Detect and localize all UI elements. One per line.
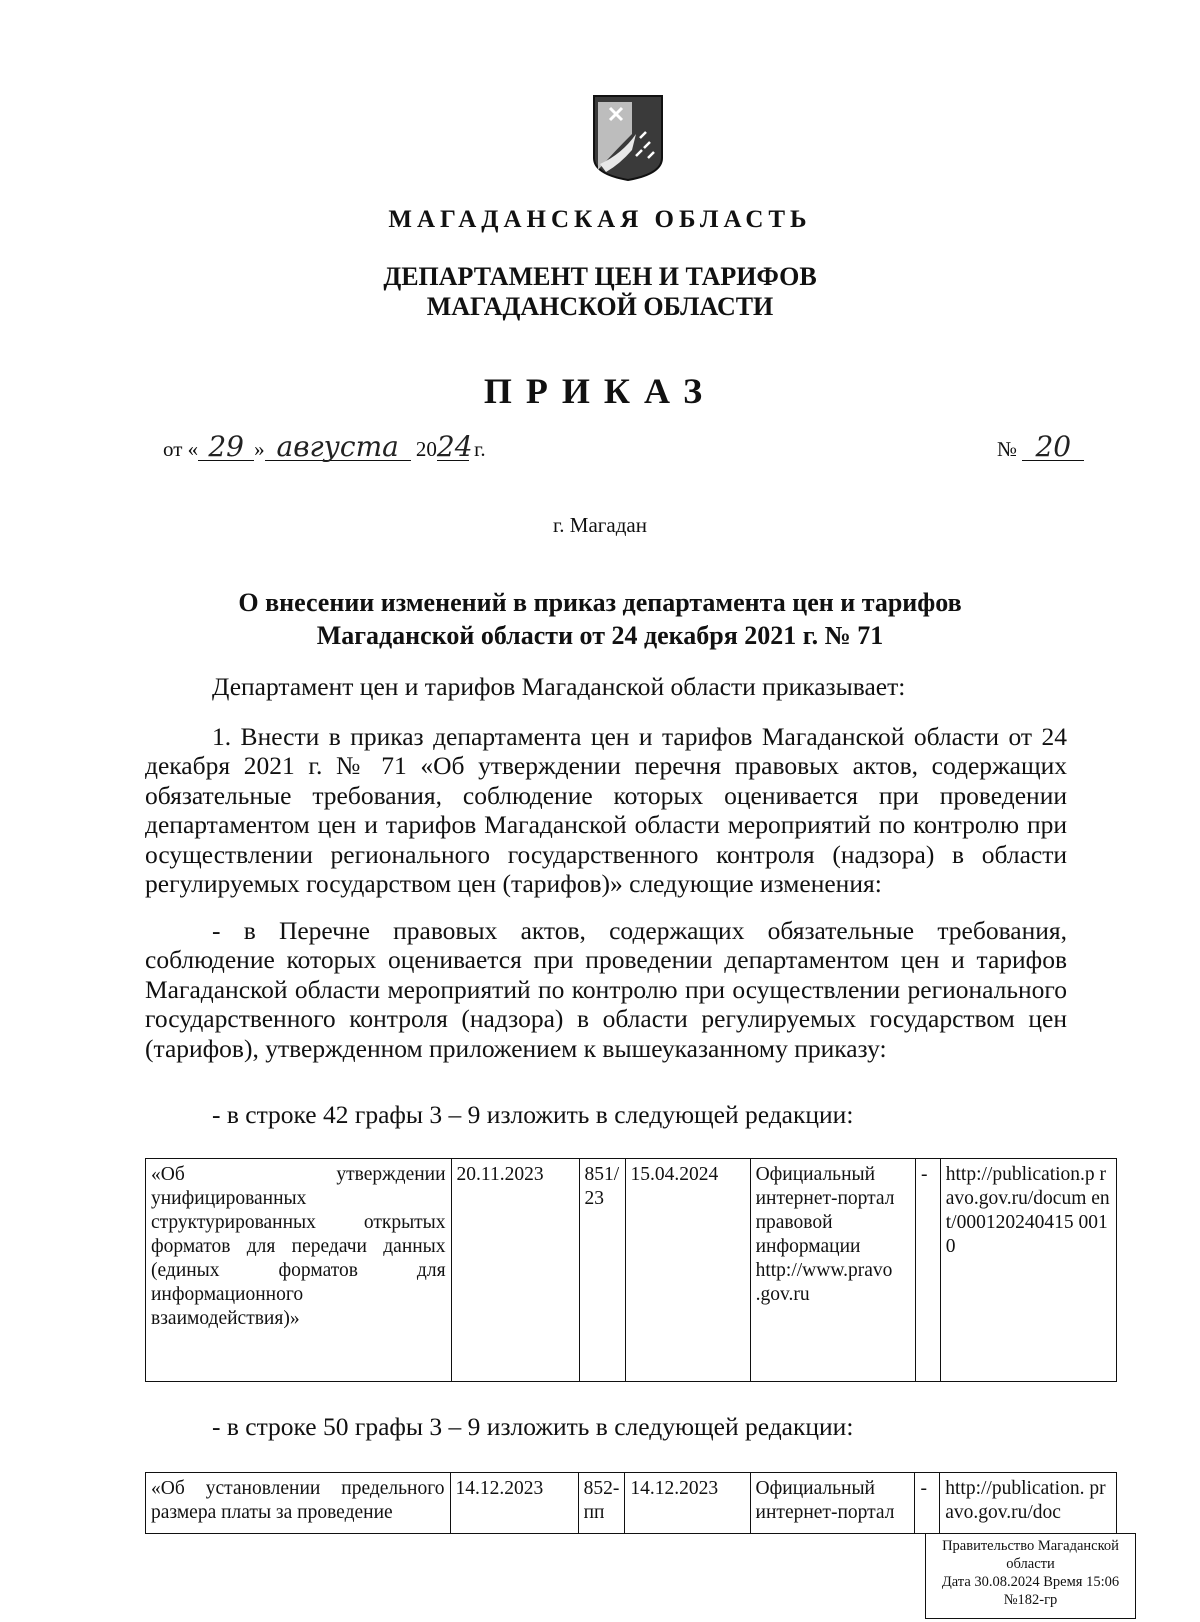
stamp-line-1: Правительство Магаданской: [942, 1538, 1119, 1554]
stamp-line-3: Дата 30.08.2024 Время 15:06: [941, 1574, 1120, 1590]
number-label: №: [997, 437, 1018, 461]
table-row: [146, 1473, 1117, 1534]
date-prefix: от «: [163, 437, 199, 461]
department-line-1: ДЕПАРТАМЕНТ ЦЕН И ТАРИФОВ: [383, 262, 817, 291]
stamp-line-2: области: [1006, 1556, 1055, 1572]
order-subject: [0, 586, 1200, 652]
city: г. Магадан: [553, 513, 647, 537]
table-row-42: [145, 1158, 1117, 1382]
table-row-50: [145, 1472, 1117, 1534]
cell-link: http://publication. pravo.gov.ru/doc: [940, 1473, 1117, 1534]
coat-of-arms-emblem: [592, 94, 664, 182]
cell-source: Официальный интернет-портал правовой информации http://www.pravo .gov.ru: [750, 1159, 915, 1382]
subject-line-1: О внесении изменений в приказ департамента цен и тарифов: [238, 588, 962, 617]
department-title: [0, 262, 1200, 322]
cell-edition-date: 15.04.2024: [625, 1159, 750, 1382]
cell-dash: -: [915, 1473, 940, 1534]
date-line: [163, 430, 486, 463]
date-year-suffix: 24: [436, 430, 473, 463]
paragraph-2: - в Перечне правовых актов, содержащих обязательные требования, соблюдение которых оценивается при проведении департаментом цен и тарифов Магаданской области мероприятий по контролю при осуществлении регионального государственного контроля (надзора) в области регулируемых государством цен (тарифов), утвержденном приложением к вышеуказанному приказу:: [145, 916, 1067, 1063]
table-row: [146, 1159, 1117, 1382]
cell-title: «Об утверждении унифицированных структурированных открытых форматов для передачи данных (единых форматов для информационного взаимодействия)»: [146, 1159, 452, 1382]
cell-edition-date: 14.12.2023: [625, 1473, 750, 1534]
document-type: ПРИКАЗ: [483, 371, 717, 411]
date-mid: »: [254, 437, 265, 461]
row-42-intro: - в строке 42 графы 3 – 9 изложить в следующей редакции:: [212, 1100, 854, 1129]
date-suffix: г.: [474, 437, 486, 461]
registration-stamp: [925, 1533, 1136, 1619]
order-number: 20: [1022, 434, 1084, 461]
subject-line-2: Магаданской области от 24 декабря 2021 г. № 71: [316, 621, 884, 650]
date-year-prefix: 20: [415, 437, 437, 461]
date-day: 29: [198, 434, 254, 461]
stamp-line-4: №182-гр: [1003, 1592, 1058, 1608]
paragraph-1: 1. Внести в приказ департамента цен и тарифов Магаданской области от 24 декабря 2021 г. № 71 «Об утверждении перечня правовых актов, содержащих обязательные требования, соблюдение которых оценивается при проведении департаментом цен и тарифов Магаданской области мероприятий по контролю при осуществлении регионального государственного контроля (надзора) в области регулируемых государством цен (тарифов)» следующие изменения:: [145, 722, 1067, 899]
region-title: МАГАДАНСКАЯ ОБЛАСТЬ: [388, 206, 812, 233]
cell-adopted: 20.11.2023: [451, 1159, 579, 1382]
cell-number: 851/ 23: [579, 1159, 625, 1382]
cell-title: «Об установлении предельного размера платы за проведение: [146, 1473, 451, 1534]
date-month: августа: [265, 434, 411, 461]
cell-source: Официальный интернет-портал: [750, 1473, 915, 1534]
cell-link: http://publication.p ravo.gov.ru/docum ent/000120240415 0010: [940, 1159, 1116, 1382]
intro-paragraph: Департамент цен и тарифов Магаданской области приказывает:: [212, 672, 906, 701]
department-line-2: МАГАДАНСКОЙ ОБЛАСТИ: [426, 292, 774, 321]
order-number-line: [997, 430, 1084, 463]
cell-dash: -: [915, 1159, 940, 1382]
cell-adopted: 14.12.2023: [450, 1473, 578, 1534]
row-50-intro: - в строке 50 графы 3 – 9 изложить в следующей редакции:: [212, 1412, 854, 1441]
cell-number: 852- пп: [578, 1473, 625, 1534]
